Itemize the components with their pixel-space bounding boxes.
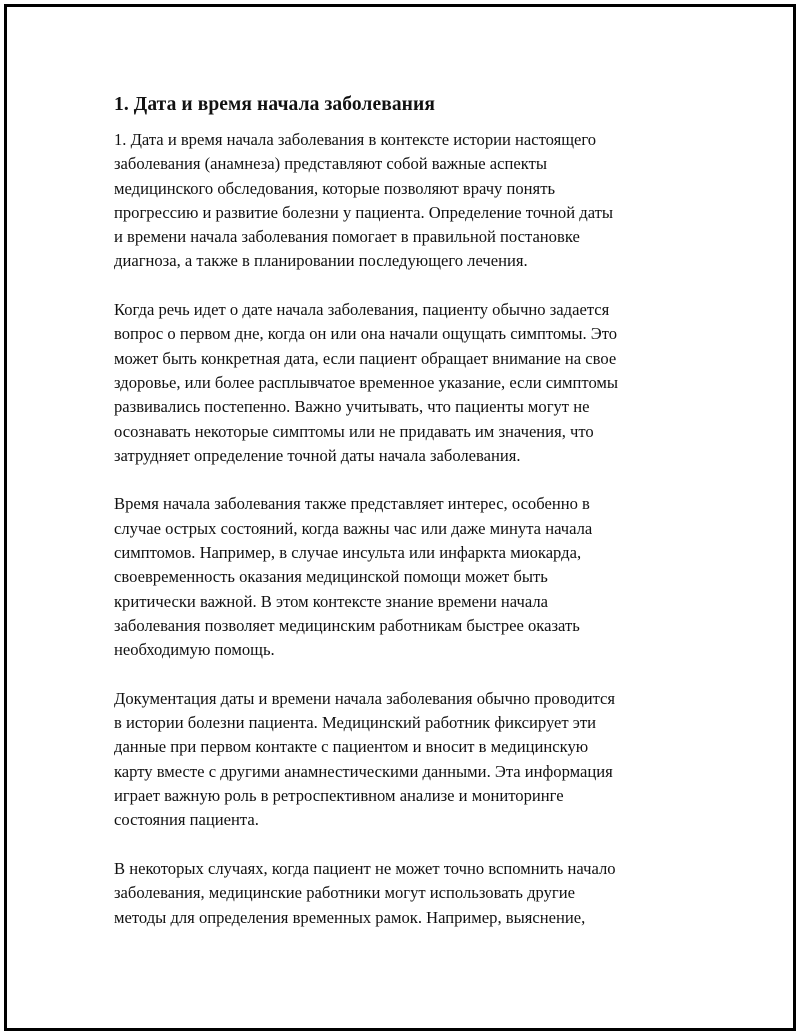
text-line: в истории болезни пациента. Медицинский работник фиксирует эти bbox=[114, 713, 597, 733]
text-line: заболевания (анамнеза) представляют собой важные аспекты bbox=[114, 154, 547, 174]
paragraph-2 bbox=[114, 298, 674, 468]
text-line: прогрессию и развитие болезни у пациента. Определение точной даты bbox=[114, 202, 614, 222]
text-line: Документация даты и времени начала заболевания обычно проводится bbox=[114, 688, 616, 708]
paragraph-4 bbox=[114, 687, 674, 833]
text-line: необходимую помощь. bbox=[114, 640, 275, 660]
text-line: критически важной. В этом контексте знание времени начала bbox=[114, 591, 548, 611]
text-line: карту вместе с другими анамнестическими данными. Эта информация bbox=[114, 761, 613, 781]
text-line: Когда речь идет о дате начала заболевания, пациенту обычно задается bbox=[114, 300, 610, 320]
paragraph-1 bbox=[114, 128, 674, 274]
paragraph-5 bbox=[114, 857, 674, 930]
text-line: случае острых состояний, когда важны час или даже минута начала bbox=[114, 518, 593, 538]
document-title: 1. Дата и время начала заболевания bbox=[114, 94, 436, 115]
paragraph-3 bbox=[114, 492, 674, 662]
text-line: своевременность оказания медицинской помощи может быть bbox=[114, 567, 548, 587]
text-line: медицинского обследования, которые позволяют врачу понять bbox=[114, 178, 556, 198]
text-line: состояния пациента. bbox=[114, 810, 259, 830]
text-line: методы для определения временных рамок. Например, выяснение, bbox=[114, 907, 586, 927]
text-line: 1. Дата и время начала заболевания в контексте истории настоящего bbox=[114, 130, 597, 149]
text-line: и времени начала заболевания помогает в правильной постановке bbox=[114, 227, 580, 247]
text-line: развивались постепенно. Важно учитывать, что пациенты могут не bbox=[114, 397, 590, 417]
text-line: Время начала заболевания также представляет интерес, особенно в bbox=[114, 494, 590, 514]
text-line: играет важную роль в ретроспективном анализе и мониторинге bbox=[114, 786, 564, 806]
text-line: может быть конкретная дата, если пациент обращает внимание на свое bbox=[114, 348, 617, 368]
text-line: данные при первом контакте с пациентом и вносит в медицинскую bbox=[114, 737, 589, 757]
text-line: В некоторых случаях, когда пациент не может точно вспомнить начало bbox=[114, 858, 616, 878]
document-body bbox=[114, 92, 674, 954]
text-line: диагноза, а также в планировании последующего лечения. bbox=[114, 251, 528, 271]
text-line: осознавать некоторые симптомы или не придавать им значения, что bbox=[114, 421, 594, 441]
text-line: вопрос о первом дне, когда он или она начали ощущать симптомы. Это bbox=[114, 324, 618, 344]
text-line: здоровье, или более расплывчатое временное указание, если симптомы bbox=[114, 372, 619, 392]
text-line: затрудняет определение точной даты начала заболевания. bbox=[114, 445, 521, 465]
text-line: симптомов. Например, в случае инсульта или инфаркта миокарда, bbox=[114, 543, 582, 563]
text-line: заболевания позволяет медицинским работникам быстрее оказать bbox=[114, 615, 580, 635]
text-line: заболевания, медицинские работники могут использовать другие bbox=[114, 883, 575, 903]
